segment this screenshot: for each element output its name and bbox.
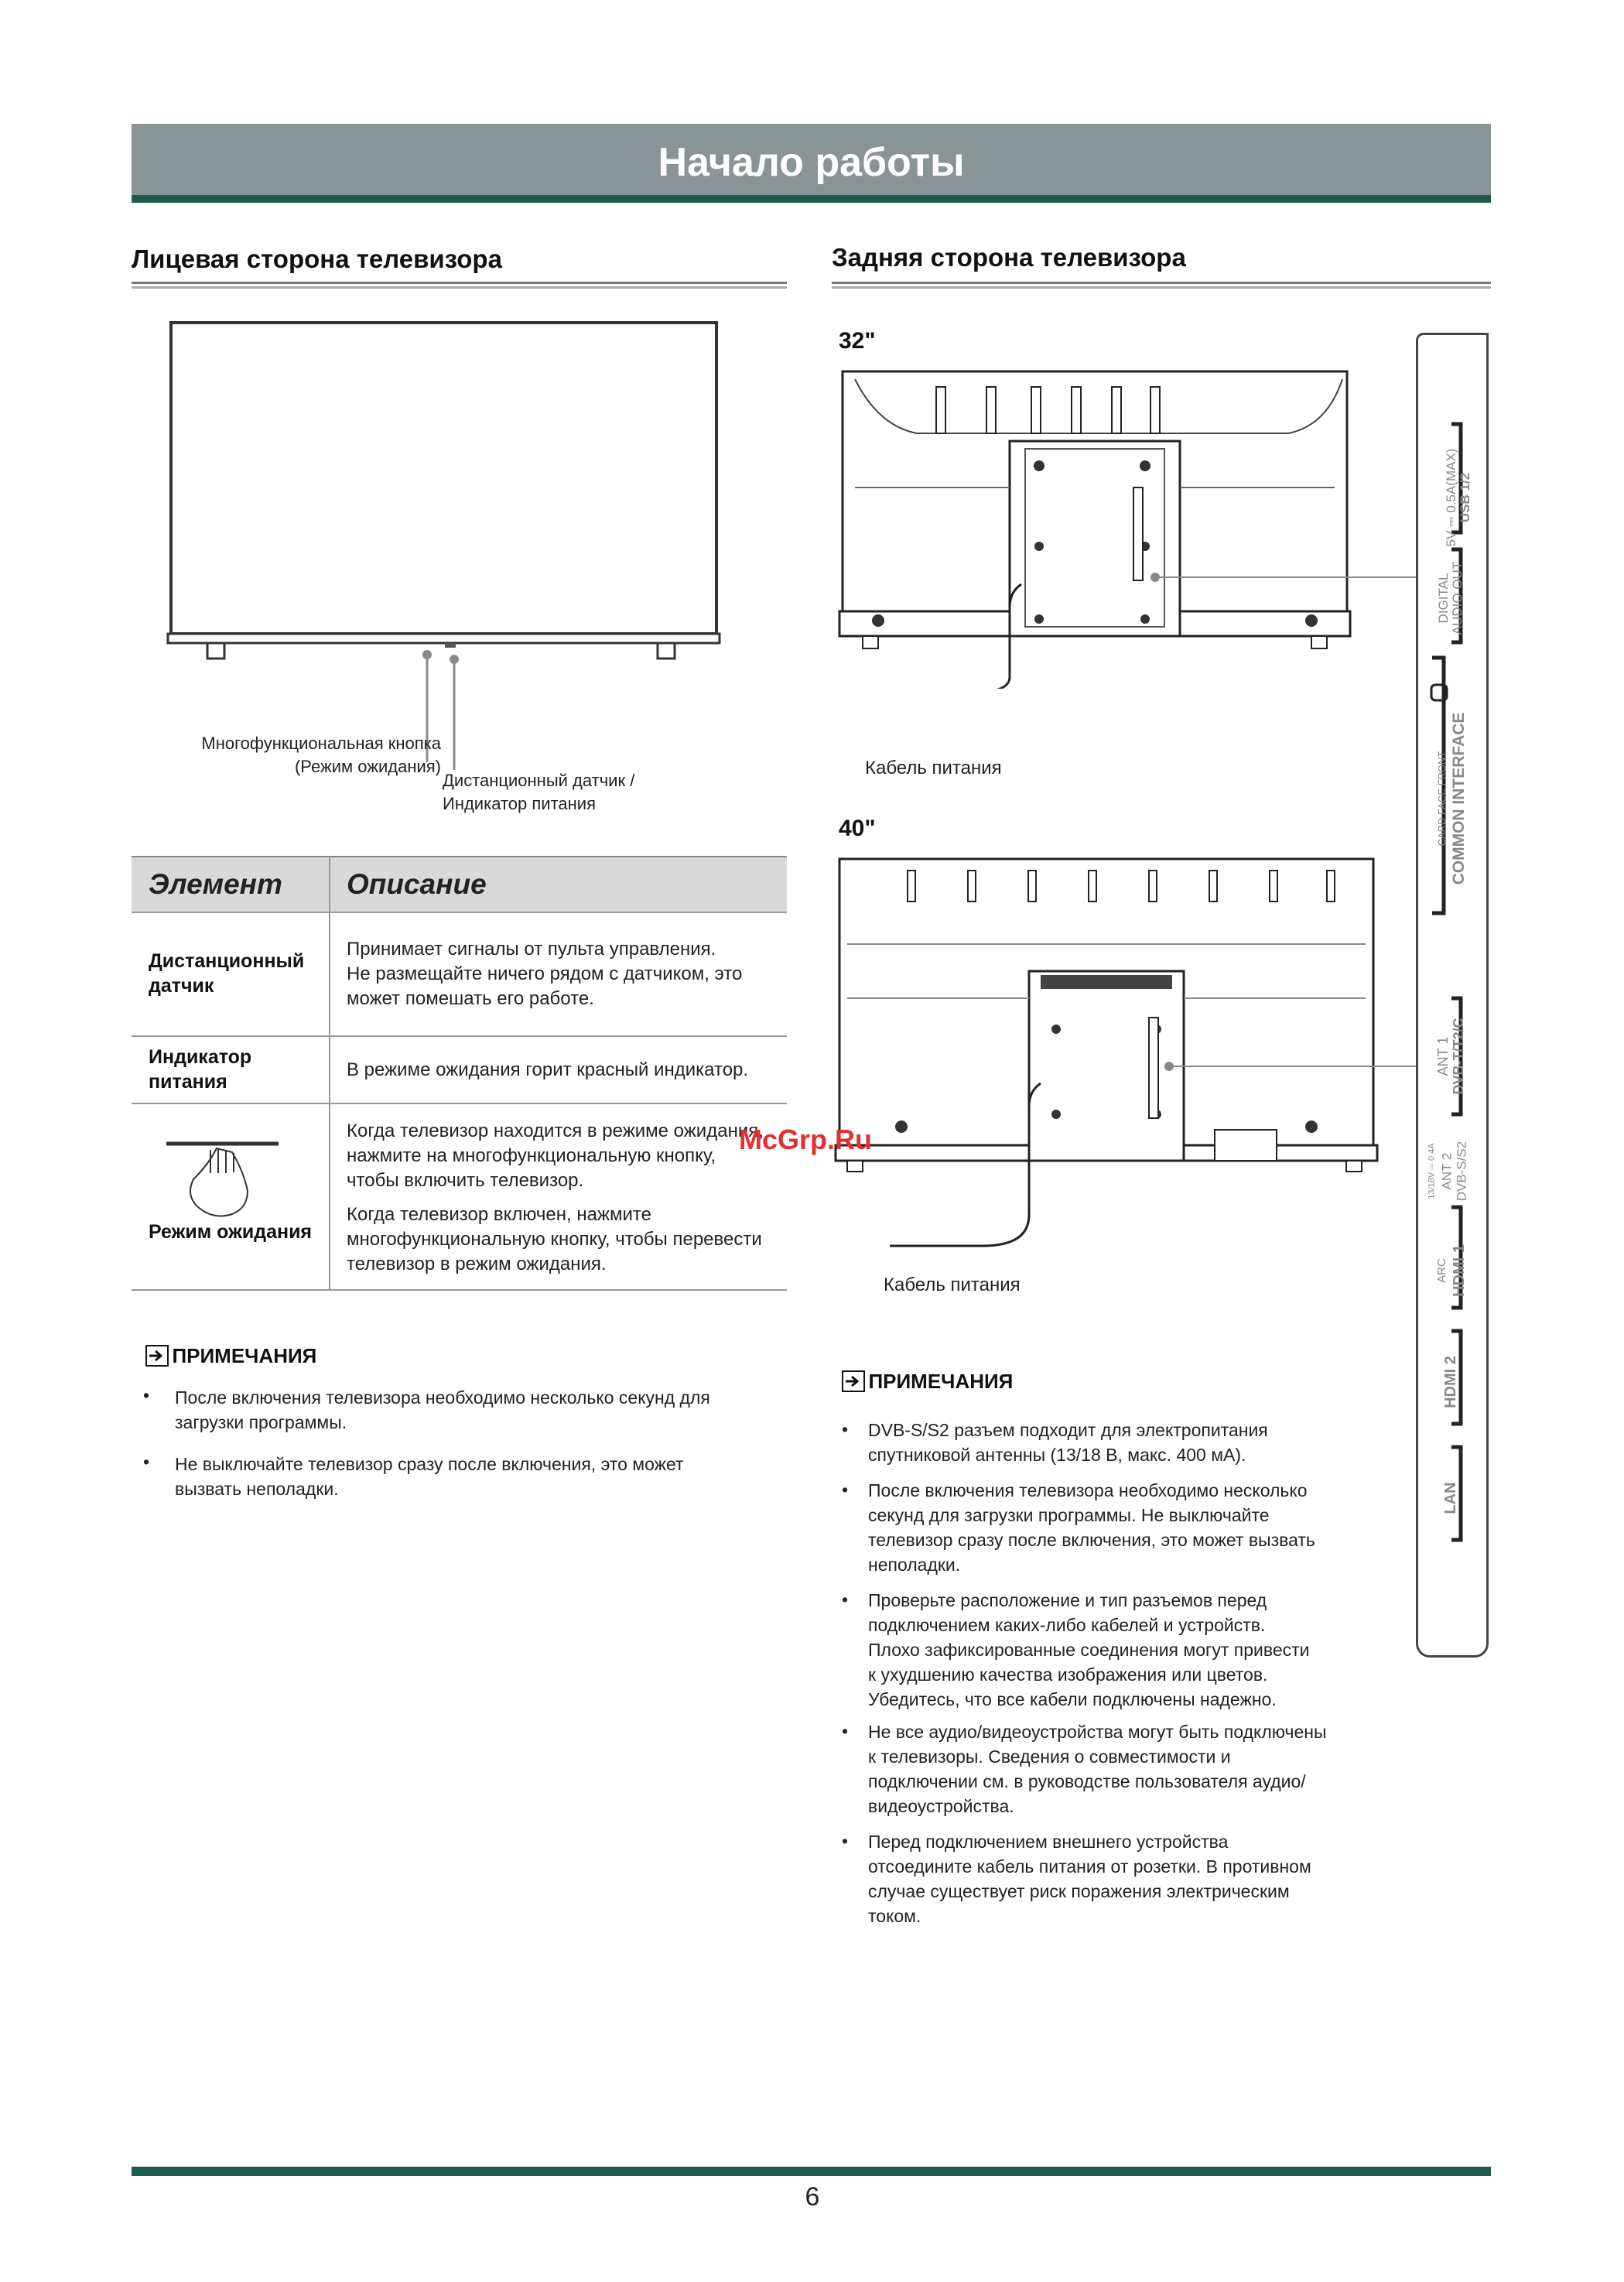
port-label: DVB-T/T2/C xyxy=(1451,1018,1466,1095)
note-item xyxy=(175,1385,710,1435)
notes-title: ПРИМЕЧАНИЯ xyxy=(868,1370,1014,1393)
note-line: случае существует риск поражения электрическим xyxy=(868,1881,1290,1901)
note-line: телевизор сразу после включения, это может вызвать xyxy=(868,1530,1315,1550)
port-label: COMMON INTERFACE xyxy=(1450,712,1468,885)
table-row-name: Режим ожидания xyxy=(149,1221,313,1243)
page-title: Начало работы xyxy=(658,140,965,185)
note-arrow-icon xyxy=(842,1370,865,1392)
bullet: • xyxy=(143,1385,150,1405)
cell-text: Когда телевизор находится в режиме ожидания, xyxy=(347,1120,764,1141)
note-item xyxy=(175,1452,684,1501)
label-line: Дистанционный датчик / xyxy=(443,771,635,790)
table-row-name xyxy=(149,1045,251,1094)
note-item xyxy=(868,1418,1268,1467)
table-row-desc xyxy=(347,1058,748,1083)
watermark: McGrp.Ru xyxy=(739,1124,873,1155)
port-label: DIGITAL xyxy=(1436,573,1451,624)
note-line: Перед подключением внешнего устройства xyxy=(868,1832,1229,1852)
port-lan xyxy=(1427,1455,1474,1548)
cell-text: питания xyxy=(149,1071,227,1093)
notes-title: ПРИМЕЧАНИЯ xyxy=(172,1344,317,1367)
size-32-label: 32" xyxy=(839,328,876,354)
cell-text: чтобы включить телевизор. xyxy=(347,1170,584,1191)
bullet: • xyxy=(143,1452,150,1472)
cell-text: может помешать его работе. xyxy=(347,988,594,1009)
label-line: (Режим ожидания) xyxy=(294,757,441,776)
port-usb xyxy=(1427,433,1472,573)
table-divider xyxy=(329,856,330,1289)
port-label: 13/18V ⎓ 0.4A xyxy=(1427,1143,1437,1199)
note-line: Плохо зафиксированные соединения могут привести xyxy=(868,1640,1310,1660)
note-line: неполадки. xyxy=(868,1555,961,1575)
table-row-name xyxy=(149,949,304,998)
power-cable-label-32: Кабель питания xyxy=(865,758,1002,778)
back-section-rule xyxy=(832,282,1491,289)
port-label: HDMI 1 xyxy=(1451,1244,1468,1297)
bullet: • xyxy=(842,1589,849,1610)
cell-text: Дистанционный xyxy=(149,950,305,972)
bullet: • xyxy=(842,1419,849,1439)
port-common-interface xyxy=(1427,673,1474,929)
cell-text: Принимает сигналы от пульта управления. xyxy=(347,939,716,960)
note-line: загрузки программы. xyxy=(175,1412,347,1432)
standby-hand-icon xyxy=(162,1130,286,1223)
note-line: Убедитесь, что все кабели подключены надежно. xyxy=(868,1689,1277,1709)
note-line: током. xyxy=(868,1906,921,1926)
table-row-divider xyxy=(132,1289,787,1291)
size-40-label: 40" xyxy=(839,816,876,841)
port-label: CARD FACE FRONT xyxy=(1436,751,1448,847)
note-line: отсоедините кабель питания от розетки. В противном xyxy=(868,1856,1311,1877)
note-arrow-icon xyxy=(145,1345,169,1367)
front-section-rule xyxy=(132,282,787,289)
port-label: DVB-S/S2 xyxy=(1454,1141,1469,1202)
table-row-desc xyxy=(347,1119,764,1277)
back-section-title: Задняя сторона телевизора xyxy=(832,243,1186,272)
label-line: Многофункциональная кнопка xyxy=(201,734,441,753)
note-line: вызвать неполадки. xyxy=(175,1479,339,1499)
port-label: ANT 2 xyxy=(1439,1152,1455,1190)
port-label: ANT 1 xyxy=(1435,1036,1451,1076)
port-hdmi2 xyxy=(1427,1339,1474,1432)
note-line: После включения телевизора необходимо несколько xyxy=(868,1480,1308,1500)
column-header-element: Элемент xyxy=(149,868,282,900)
note-item xyxy=(868,1588,1310,1712)
port-hdmi1 xyxy=(1427,1215,1474,1315)
notes-right-heading xyxy=(842,1370,1013,1394)
cell-text: нажмите на многофункциональную кнопку, xyxy=(347,1145,716,1166)
port-label: ARC xyxy=(1435,1258,1448,1283)
bullet: • xyxy=(842,1480,849,1500)
port-label: HDMI 2 xyxy=(1442,1356,1459,1408)
port-label: 5V ⎓ 0.5A(MAX) xyxy=(1444,448,1458,547)
note-line: подключении см. в руководстве пользователя аудио/ xyxy=(868,1771,1306,1791)
table-row-divider xyxy=(132,912,787,913)
note-item xyxy=(868,1478,1315,1577)
cell-text: Не размещайте ничего рядом с датчиком, это xyxy=(347,963,743,984)
page-number: 6 xyxy=(805,2182,820,2212)
note-line: спутниковой антенны (13/18 В, макс. 400 мА). xyxy=(868,1445,1246,1465)
port-label: LAN xyxy=(1442,1482,1459,1514)
column-header-description: Описание xyxy=(347,868,487,900)
note-line: к телевизоры. Сведения о совместимости и xyxy=(868,1747,1231,1767)
note-item xyxy=(868,1829,1311,1928)
front-section-title: Лицевая сторона телевизора xyxy=(132,245,502,273)
cell-text: Индикатор xyxy=(149,1046,252,1068)
note-line: DVB-S/S2 разъем подходит для электропитания xyxy=(868,1420,1268,1440)
port-digital-audio xyxy=(1427,557,1466,642)
port-label: AUDIO OUT xyxy=(1450,561,1465,635)
label-multifunction-button xyxy=(178,732,441,778)
bullet: • xyxy=(842,1721,849,1741)
tv-back-40-illustration xyxy=(832,851,1420,1285)
power-cable-label-40: Кабель питания xyxy=(884,1274,1021,1295)
note-line: Проверьте расположение и тип разъемов перед xyxy=(868,1590,1267,1610)
note-line: видеоустройства. xyxy=(868,1796,1014,1816)
note-item xyxy=(868,1719,1327,1818)
port-ant2 xyxy=(1420,1114,1474,1215)
note-line: После включения телевизора необходимо несколько секунд для xyxy=(175,1387,710,1408)
table-row-desc xyxy=(347,937,742,1011)
cell-text: Когда телевизор включен, нажмите xyxy=(347,1204,651,1225)
table-row-divider xyxy=(132,1103,787,1104)
note-line: подключением каких-либо кабелей и устройств. xyxy=(868,1615,1266,1635)
cell-text: многофункциональную кнопку, чтобы перевести xyxy=(347,1229,762,1250)
spacer xyxy=(347,1193,764,1203)
cell-text: датчик xyxy=(149,975,214,997)
note-line: Не все аудио/видеоустройства могут быть подключены xyxy=(868,1722,1327,1742)
note-line: к ухудшению качества изображения или цветов. xyxy=(868,1664,1268,1685)
label-line: Индикатор питания xyxy=(443,794,596,813)
note-line: Не выключайте телевизор сразу после включения, это может xyxy=(175,1454,684,1474)
cell-text: В режиме ожидания горит красный индикатор. xyxy=(347,1059,749,1080)
table-row-divider xyxy=(132,1035,787,1037)
note-line: секунд для загрузки программы. Не выключайте xyxy=(868,1505,1270,1525)
port-label: USB 1/2 xyxy=(1458,472,1472,523)
label-remote-sensor xyxy=(443,769,634,816)
notes-left-heading xyxy=(145,1344,316,1368)
port-ant1 xyxy=(1427,998,1474,1114)
footer-accent-line xyxy=(132,2167,1491,2176)
bullet: • xyxy=(842,1831,849,1851)
cell-text: телевизор в режим ожидания. xyxy=(347,1254,607,1274)
tv-back-32-illustration xyxy=(832,364,1420,689)
